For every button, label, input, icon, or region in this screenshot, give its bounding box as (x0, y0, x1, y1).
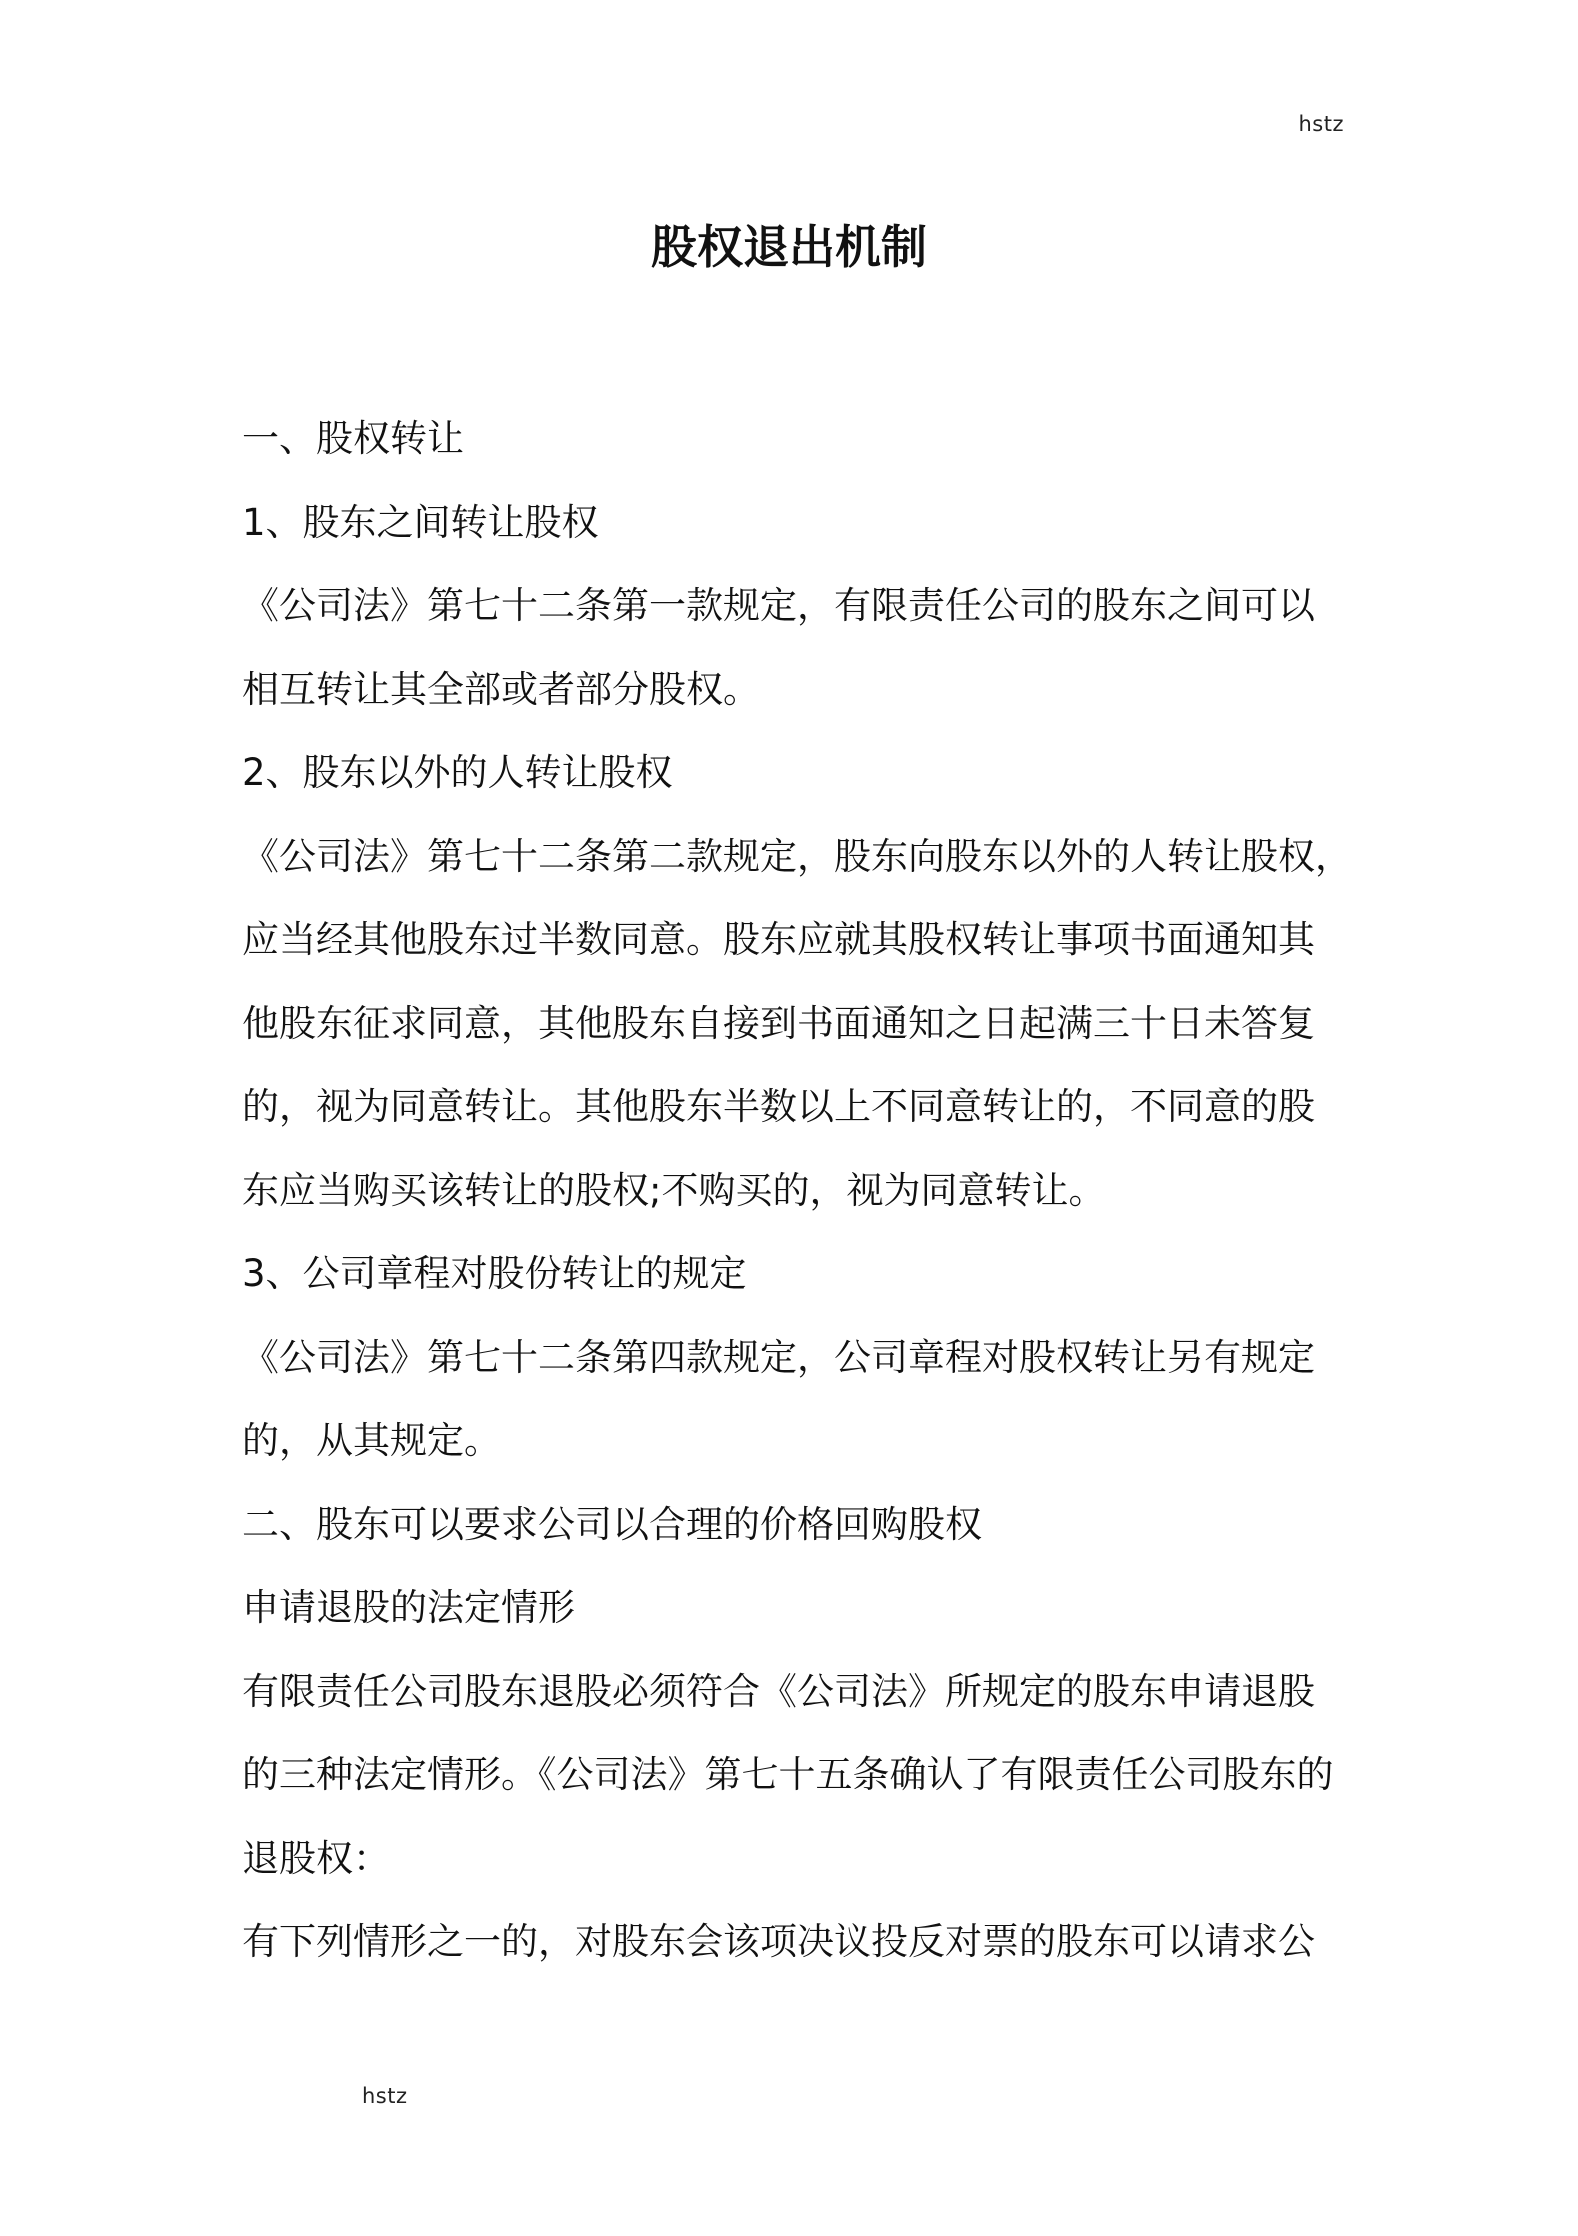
section-heading: 二、股东可以要求公司以合理的价格回购股权 (242, 1502, 982, 1546)
body-line: 有下列情形之一的，对股东会该项决议投反对票的股东可以请求公 (242, 1920, 1315, 1963)
subsection-heading: 1、股东之间转让股权 (242, 500, 599, 544)
body-line: 《公司法》第七十二条第二款规定，股东向股东以外的人转让股权， (242, 834, 1352, 878)
header-mark: hstz (1298, 112, 1344, 136)
body-line: 有限责任公司股东退股必须符合《公司法》所规定的股东申请退股 (242, 1669, 1315, 1713)
subsection-heading: 申请退股的法定情形 (242, 1586, 575, 1629)
body-line: 的三种法定情形。《公司法》第七十五条确认了有限责任公司股东的 (242, 1753, 1334, 1796)
body-line: 东应当购买该转让的股权;不购买的，视为同意转让。 (242, 1168, 1106, 1212)
footer-mark: hstz (362, 2084, 408, 2108)
body-line: 《公司法》第七十二条第一款规定，有限责任公司的股东之间可以 (242, 584, 1315, 627)
body-line: 的，从其规定。 (242, 1419, 501, 1462)
subsection-heading: 3、公司章程对股份转让的规定 (242, 1252, 747, 1295)
document-title: 股权退出机制 (651, 220, 927, 274)
body-line: 应当经其他股东过半数同意。股东应就其股权转让事项书面通知其 (242, 918, 1315, 961)
body-line: 他股东征求同意，其他股东自接到书面通知之日起满三十日未答复 (242, 1001, 1315, 1045)
section-heading: 一、股权转让 (242, 417, 464, 460)
body-line: 《公司法》第七十二条第四款规定，公司章程对股权转让另有规定 (242, 1335, 1315, 1379)
body-line: 相互转让其全部或者部分股权。 (242, 667, 760, 711)
subsection-heading: 2、股东以外的人转让股权 (242, 751, 673, 794)
document-body (242, 397, 1352, 1984)
body-line: 的，视为同意转让。其他股东半数以上不同意转让的，不同意的股 (242, 1085, 1315, 1128)
body-line: 退股权： (242, 1836, 390, 1880)
